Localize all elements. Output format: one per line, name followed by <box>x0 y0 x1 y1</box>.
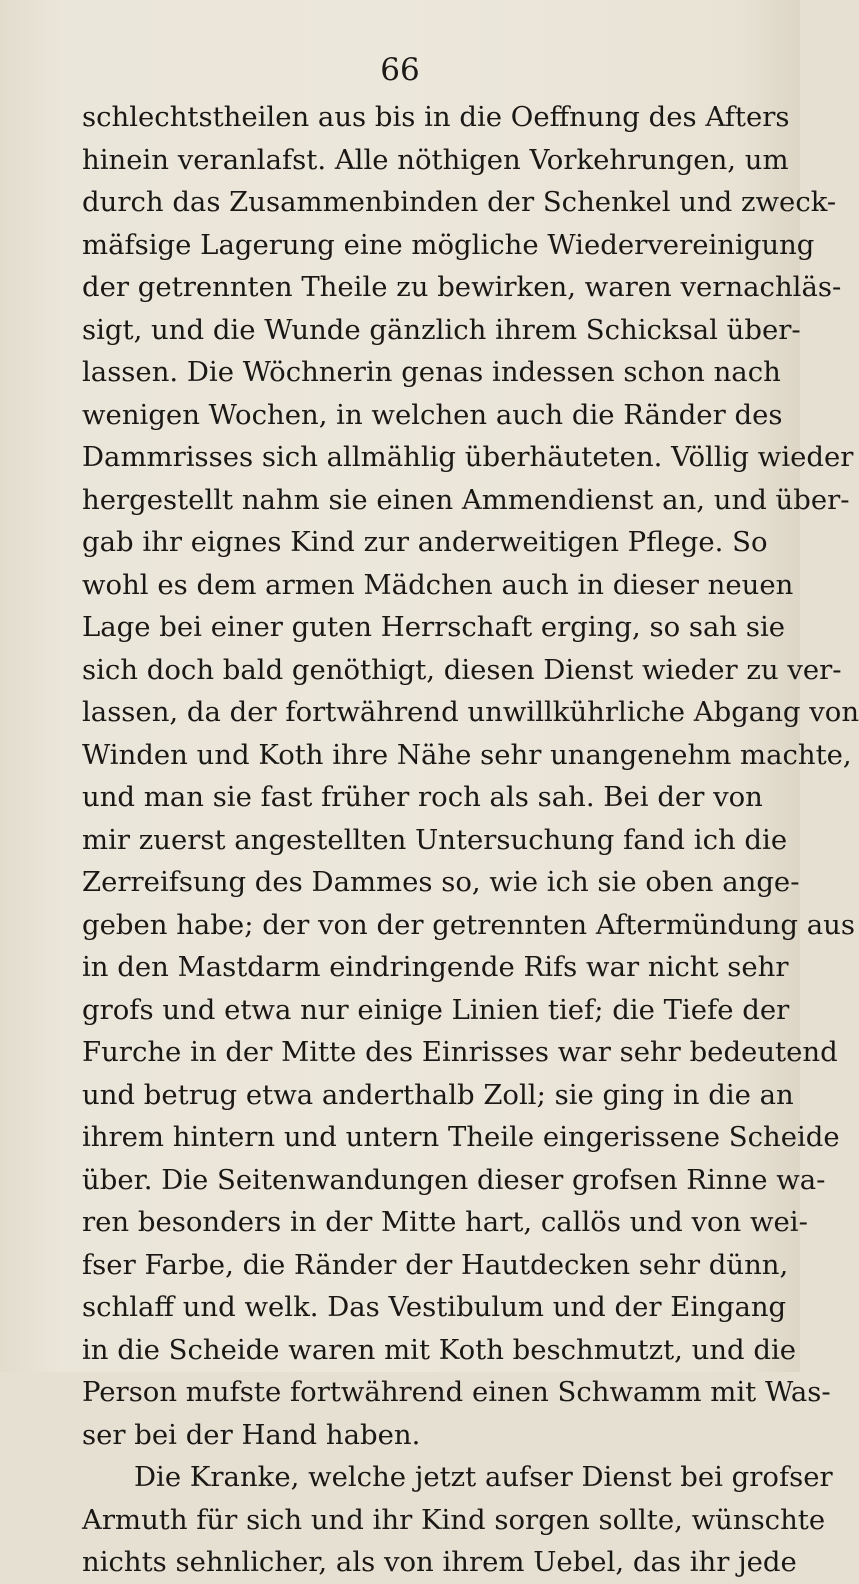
text-line: hergestellt nahm sie einen Ammendienst an, und über- <box>82 483 850 516</box>
text-line: wohl es dem armen Mädchen auch in dieser neuen <box>82 568 794 601</box>
text-line: mir zuerst angestellten Untersuchung fand ich die <box>82 823 788 856</box>
text-line: lassen. Die Wöchnerin genas indessen schon nach <box>82 356 781 388</box>
text-line: ren besonders in der Mitte hart, callös und von wei- <box>82 1206 808 1238</box>
text-line: Zerreifsung des Dammes so, wie ich sie oben ange- <box>82 866 800 898</box>
text-line: sich doch bald genöthigt, diesen Dienst wieder zu ver- <box>82 653 842 686</box>
text-line: Winden und Koth ihre Nähe sehr unangenehm machte, <box>82 738 852 771</box>
text-line: fser Farbe, die Ränder der Hautdecken sehr dünn, <box>82 1248 789 1281</box>
text-line: in die Scheide waren mit Koth beschmutzt, und die <box>82 1333 797 1366</box>
text-line: mäfsige Lagerung eine mögliche Wiedervereinigung <box>82 228 815 261</box>
text-line: lassen, da der fortwährend unwillkührliche Abgang von <box>82 696 859 728</box>
text-line: Furche in der Mitte des Einrisses war sehr bedeutend <box>82 1036 838 1068</box>
text-line: nichts sehnlicher, als von ihrem Uebel, das ihr jede <box>82 1546 797 1578</box>
text-line: und man sie fast früher roch als sah. Bei der von <box>82 781 763 813</box>
text-line: hinein veranlafst. Alle nöthigen Vorkehrungen, um <box>82 143 789 176</box>
text-line: wenigen Wochen, in welchen auch die Ränder des <box>82 398 783 431</box>
paragraph-start-line: Die Kranke, welche jetzt aufser Dienst bei grofser <box>134 1461 833 1493</box>
text-line: schlaff und welk. Das Vestibulum und der Eingang <box>82 1291 787 1323</box>
text-line: Lage bei einer guten Herrschaft erging, so sah sie <box>82 611 786 643</box>
text-line: über. Die Seitenwandungen dieser grofsen Rinne wa- <box>82 1163 826 1196</box>
text-line: und betrug etwa anderthalb Zoll; sie ging in die an <box>82 1078 794 1111</box>
text-line: Person mufste fortwährend einen Schwamm mit Was- <box>82 1376 831 1408</box>
text-line: gab ihr eignes Kind zur anderweitigen Pflege. So <box>82 526 768 558</box>
text-line: Dammrisses sich allmählig überhäuteten. Völlig wieder <box>82 441 854 473</box>
text-line: schlechtstheilen aus bis in die Oeffnung des Afters <box>82 101 790 133</box>
text-line: geben habe; der von der getrennten Aftermündung aus <box>82 908 855 941</box>
text-line: in den Mastdarm eindringende Rifs war nicht sehr <box>82 951 789 983</box>
text-line: grofs und etwa nur einige Linien tief; die Tiefe der <box>82 993 790 1026</box>
body-text <box>82 96 859 1584</box>
text-line: der getrennten Theile zu bewirken, waren vernachläs- <box>82 271 842 303</box>
text-line: sigt, und die Wunde gänzlich ihrem Schicksal über- <box>82 313 801 346</box>
paragraph-end-line: ser bei der Hand haben. <box>82 1418 421 1451</box>
text-line: ihrem hintern und untern Theile eingerissene Scheide <box>82 1121 840 1153</box>
text-line: Armuth für sich und ihr Kind sorgen sollte, wünschte <box>82 1503 826 1536</box>
page-number: 66 <box>380 52 420 88</box>
text-line: durch das Zusammenbinden der Schenkel und zweck- <box>82 186 837 218</box>
